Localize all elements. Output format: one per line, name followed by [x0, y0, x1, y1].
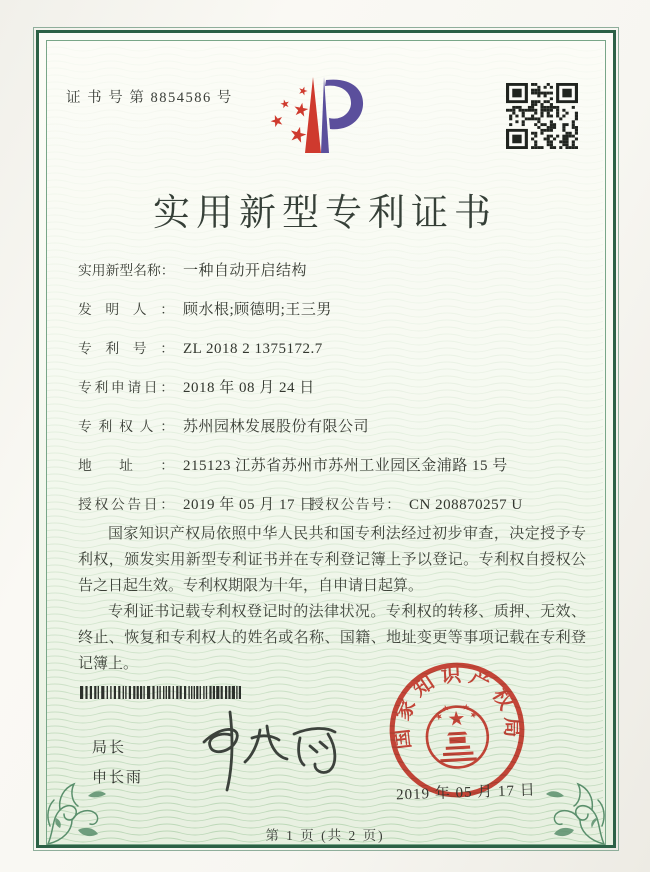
certificate-title: 实用新型专利证书	[153, 193, 497, 234]
field-value: 顾水根;顾德明;王三男	[183, 302, 332, 318]
field-address	[78, 455, 590, 477]
barcode	[80, 686, 246, 699]
svg-text:国家知识产权局	[386, 660, 525, 751]
field-value: 苏州园林发展股份有限公司	[183, 419, 370, 435]
qr-code	[506, 83, 578, 149]
page-footer: 第 1 页 (共 2 页)	[265, 828, 385, 843]
field-label: 实用新型名称：	[78, 263, 175, 278]
seal-national-emblem-icon	[425, 702, 489, 769]
fields-section	[78, 260, 590, 533]
seal-date: 2019 年 05 月 17 日	[395, 782, 537, 804]
paragraph-1: 国家知识产权局依照中华人民共和国专利法经过初步审查，决定授予专利权，颁发实用新型专利证书并在专利登记簿上予以登记。专利权自授权公告之日起生效。专利权期限为十年，自申请日起算。	[78, 526, 586, 594]
signer-block	[92, 733, 143, 793]
field-utility-model-name	[78, 260, 590, 282]
field-inventors	[78, 299, 590, 321]
field-value: 215123 江苏省苏州市苏州工业园区金浦路 15 号	[183, 458, 508, 474]
field-patent-number	[78, 338, 590, 360]
field-value: CN 208870257 U	[409, 497, 523, 513]
field-value: 2019 年 05 月 17 日	[183, 497, 315, 513]
cnipa-logo-icon	[262, 72, 374, 160]
field-label: 专利申请日：	[78, 380, 174, 395]
field-filing-date	[78, 377, 590, 399]
field-label: 地址：	[78, 458, 174, 473]
field-label: 授权公告日：	[78, 497, 174, 512]
signer-title: 局长	[92, 740, 127, 756]
field-label: 授权公告号：	[310, 497, 400, 512]
certificate-number: 证 书 号 第 8854586 号	[66, 90, 233, 106]
field-grant-date	[78, 494, 590, 516]
seal-ring-text: 国家知识产权局	[390, 663, 523, 751]
field-label: 专利号：	[78, 341, 174, 356]
field-value: ZL 2018 2 1375172.7	[183, 341, 323, 357]
field-patentee	[78, 416, 590, 438]
field-value: 2018 年 08 月 24 日	[183, 380, 315, 396]
paragraph-2: 专利证书记载专利权登记时的法律状况。专利权的转移、质押、无效、终止、恢复和专利权人的姓名或名称、国籍、地址变更等事项记载在专利登记簿上。	[78, 604, 586, 672]
field-grant-number	[310, 494, 523, 516]
field-label: 专利权人：	[78, 419, 174, 434]
field-value: 一种自动开启结构	[183, 263, 308, 279]
signer-name: 申长雨	[92, 770, 144, 786]
director-signature-icon	[186, 704, 346, 798]
field-label: 发明人：	[78, 302, 174, 317]
